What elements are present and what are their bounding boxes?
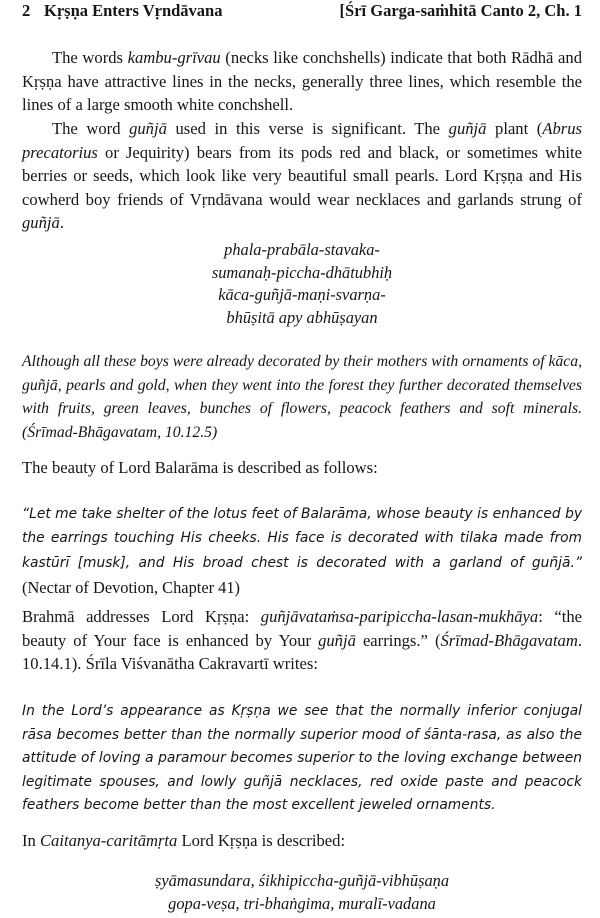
verse-line: gopa-veṣa, tri-bhaṅgima, muralī-vadana bbox=[168, 893, 436, 913]
verse-line: sumanaḥ-piccha-dhātubhiḥ bbox=[211, 262, 393, 282]
verse-line: ṣyāmasundara, śikhipiccha-guñjā-vibhūṣaṇa bbox=[154, 871, 450, 890]
sanskrit-verse-1 bbox=[22, 239, 582, 329]
paragraph-brahma: Brahmā addresses Lord Kṛṣṇa: guñjāvataṁsa-paripiccha-lasan-mukhāya: “the beauty of Your face is enhanced by Your guñjā earrings.” (Śrīmad-Bhāgavatam. 10.14.1). Śrīla Viśvanātha Cakravartī writes: bbox=[22, 607, 582, 674]
running-head bbox=[22, 0, 582, 22]
canto-reference: [Śrī Garga-saṁhitā Canto 2, Ch. 1 bbox=[339, 1, 582, 20]
verse-line: bhūṣitā apy abhūṣayan bbox=[226, 307, 378, 327]
page-number: 2 bbox=[22, 1, 31, 20]
chapter-title: Kṛṣṇa Enters Vṛndāvana bbox=[44, 1, 223, 20]
paragraph-kambu-grivau: The words kambu-grīvau (necks like conchshells) indicate that both Rādhā and Kṛṣṇa have attractive lines in the necks, generally three lines, which resemble the lines of a large smooth white conchshell. bbox=[22, 48, 583, 115]
verse-line: kāca-guñjā-maṇi-svarṇa- bbox=[218, 285, 386, 304]
quote-nectar-of-devotion: “Let me take shelter of the lotus feet of Balarāma, whose beauty is enhanced by the earrings touching His cheeks. His face is decorated with tilaka made from kastūrī [musk], and His broad chest is decorated with a garland of guñjā.” (Nectar of Devotion, Chapter 41) bbox=[22, 506, 582, 597]
sanskrit-verse-2 bbox=[22, 870, 582, 915]
book-page bbox=[22, 0, 582, 918]
paragraph-balarama: The beauty of Lord Balarāma is described as follows: bbox=[22, 458, 378, 477]
paragraph-caitanya: In Caitanya-caritāmṛta Lord Kṛṣṇa is described: bbox=[22, 831, 346, 850]
paragraph-gunja: The word guñjā used in this verse is significant. The guñjā plant (Abrus precatorius or Jequirity) bears from its pods red and black, or sometimes white berries or seeds, which look like very beautiful small pearls. Lord Kṛṣṇa and His cowherd boy friends of Vṛndāvana would wear necklaces and garlands strung of guñjā. bbox=[22, 119, 582, 233]
citation: (Nectar of Devotion, Chapter 41) bbox=[22, 577, 241, 597]
quote-visvanatha: In the Lord’s appearance as Kṛṣṇa we see that the normally inferior conjugal rāsa becomes better than the normally superior mood of śānta-rasa, as also the attitude of loving a paramour becomes superior to the loving exchange between legitimate spouses, and lowly guñjā necklaces, red oxide paste and peacock feathers become better than the most excellent jeweled ornaments. bbox=[22, 703, 582, 814]
citation: (Śrīmad-Bhāgavatam, 10.12.5) bbox=[22, 423, 218, 441]
verse-line: phala-prabāla-stavaka- bbox=[224, 240, 380, 259]
verse-translation: Although all these boys were already decorated by their mothers with ornaments of kāca, guñjā, pearls and gold, when they went into the forest they further decorated themselves with fruits, green leaves, bunches of flowers, peacock feathers and soft minerals. (Śrīmad-Bhāgavatam, 10.12.5) bbox=[22, 353, 583, 441]
